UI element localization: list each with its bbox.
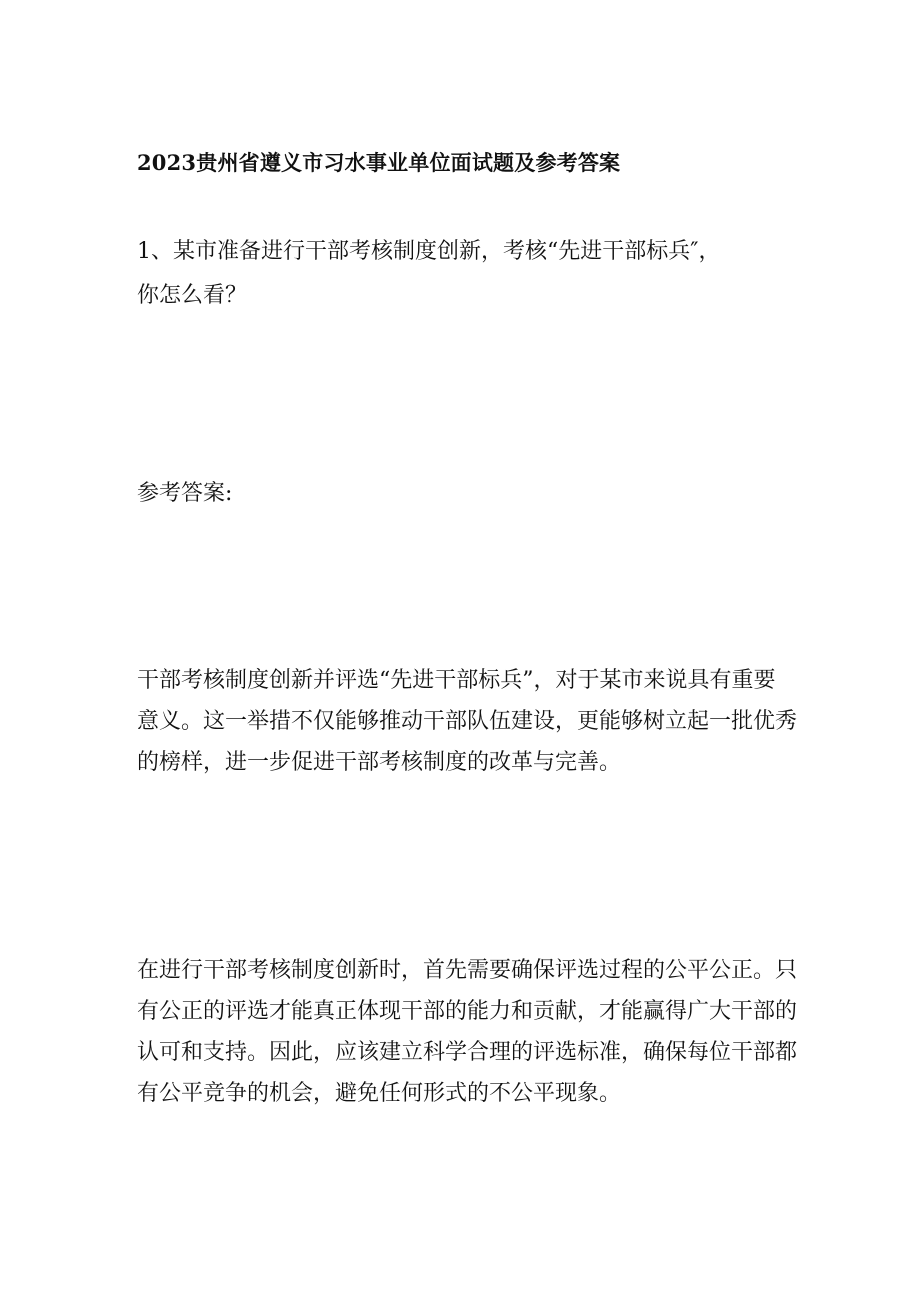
question-line: 你怎么看？ bbox=[137, 283, 248, 308]
paragraph-line: 在进行干部考核制度创新时，首先需要确保评选过程的公平公正。只 bbox=[137, 958, 798, 983]
answer-paragraph bbox=[137, 660, 797, 783]
paragraph-line: 认可和支持。因此，应该建立科学合理的评选标准，确保每位干部都 bbox=[137, 1040, 798, 1065]
question-text bbox=[137, 230, 797, 318]
paragraph-line: 干部考核制度创新并评选“先进干部标兵”，对于某市来说具有重要 bbox=[137, 668, 776, 693]
paragraph-line: 意义。这一举措不仅能够推动干部队伍建设，更能够树立起一批优秀 bbox=[137, 709, 798, 734]
paragraph-line: 有公正的评选才能真正体现干部的能力和贡献，才能赢得广大干部的 bbox=[137, 999, 798, 1024]
paragraph-line: 的榜样，进一步促进干部考核制度的改革与完善。 bbox=[137, 750, 622, 775]
document-title: 2023贵州省遵义市习水事业单位面试题及参考答案 bbox=[137, 150, 621, 175]
paragraph-line: 有公平竞争的机会，避免任何形式的不公平现象。 bbox=[137, 1081, 622, 1106]
answer-paragraph bbox=[137, 950, 797, 1114]
answer-label: 参考答案: bbox=[137, 481, 233, 506]
question-line: 1、某市准备进行干部考核制度创新，考核“先进干部标兵″， bbox=[137, 239, 721, 264]
